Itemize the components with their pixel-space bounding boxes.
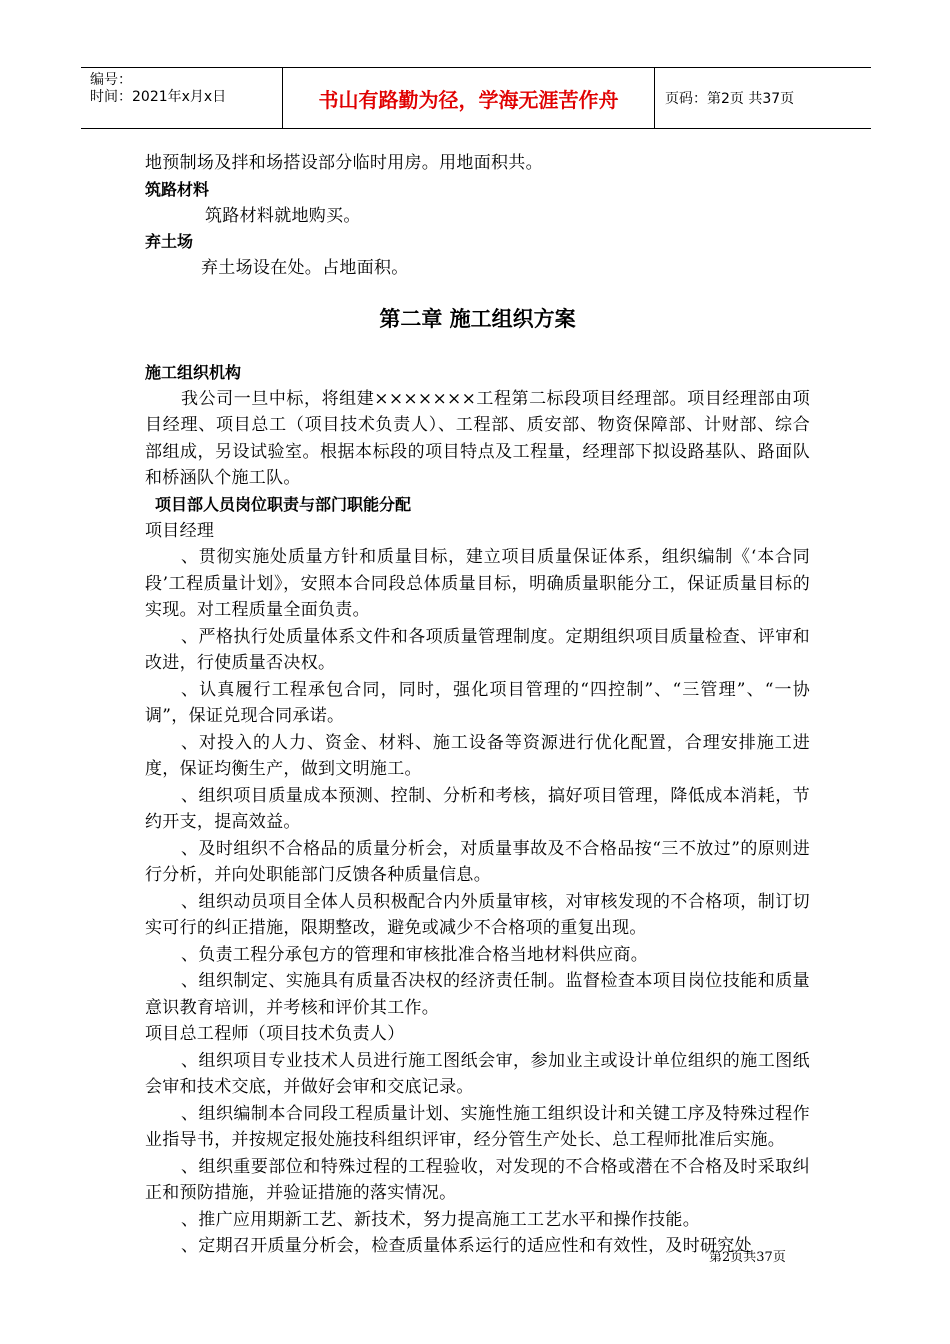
header-motto: 书山有路勤为径，学海无涯苦作舟 bbox=[282, 68, 655, 128]
org-heading: 施工组织机构 bbox=[145, 362, 242, 382]
pm-item: 、贯彻实施处质量方针和质量目标，建立项目质量保证体系，组织编制《‘本合同段’工程质量计划》，安照本合同段总体质量目标，明确质量职能分工，保证质量目标的实现。对工程质量全面负责。 bbox=[145, 547, 810, 620]
ce-heading: 项目总工程师（项目技术负责人） bbox=[145, 1024, 405, 1044]
pm-item: 、认真履行工程承包合同，同时，强化项目管理的“四控制”、“三管理”、“一协调”，保证兑现合同承诺。 bbox=[145, 679, 810, 726]
pm-item: 、组织动员项目全体人员积极配合内外质量审核，对审核发现的不合格项，制订切实可行的纠正措施，限期整改，避免或减少不合格项的重复出现。 bbox=[145, 891, 810, 938]
document-body bbox=[145, 150, 810, 1260]
page-footer: 第2页共37页 bbox=[709, 1250, 786, 1265]
pm-item: 、对投入的人力、资金、材料、施工设备等资源进行优化配置，合理安排施工进度，保证均衡生产，做到文明施工。 bbox=[145, 732, 810, 779]
ce-item: 、定期召开质量分析会，检查质量体系运行的适应性和有效性，及时研究处 bbox=[181, 1236, 752, 1256]
duty-heading: 项目部人员岗位职责与部门职能分配 bbox=[155, 494, 412, 514]
road-material-heading: 筑路材料 bbox=[145, 179, 210, 199]
ce-item: 、组织编制本合同段工程质量计划、实施性施工组织设计和关键工序及特殊过程作业指导书，并按规定报处施技科组织评审，经分管生产处长、总工程师批准后实施。 bbox=[145, 1103, 810, 1150]
pm-item: 、及时组织不合格品的质量分析会，对质量事故及不合格品按“三不放过”的原则进行分析，并向处职能部门反馈各种质量信息。 bbox=[145, 838, 810, 885]
ce-item: 、组织项目专业技术人员进行施工图纸会审，参加业主或设计单位组织的施工图纸会审和技术交底，并做好会审和交底记录。 bbox=[145, 1050, 810, 1097]
org-paragraph: 我公司一旦中标，将组建×××××××工程第二标段项目经理部。项目经理部由项目经理、项目总工（项目技术负责人）、工程部、质安部、物资保障部、计财部、综合部组成，另设试验室。根据本标段的项目特点及工程量，经理部下拟设路基队、路面队和桥涵队个施工队。 bbox=[145, 388, 810, 488]
spoil-text: 弃土场设在处。占地面积。 bbox=[201, 258, 409, 278]
pm-item: 、严格执行处质量体系文件和各项质量管理制度。定期组织项目质量检查、评审和改进，行使质量否决权。 bbox=[145, 626, 810, 673]
code-label: 编号： bbox=[90, 72, 132, 88]
road-material-text: 筑路材料就地购买。 bbox=[205, 205, 361, 226]
pm-item: 、负责工程分承包方的管理和审核批准合格当地材料供应商。 bbox=[181, 944, 649, 965]
header-meta bbox=[81, 68, 282, 128]
header-page-label: 页码：第2页 共37页 bbox=[665, 91, 795, 107]
intro-line: 地预制场及拌和场搭设部分临时用房。用地面积共。 bbox=[145, 153, 543, 173]
pm-heading: 项目经理 bbox=[145, 520, 215, 541]
header-table bbox=[81, 67, 871, 129]
time-label: 时间：2021年x月x日 bbox=[90, 89, 227, 105]
chapter-title: 第二章 施工组织方案 bbox=[379, 306, 576, 331]
ce-item: 、组织重要部位和特殊过程的工程验收，对发现的不合格或潜在不合格及时采取纠正和预防措施，并验证措施的落实情况。 bbox=[145, 1156, 810, 1203]
spoil-heading: 弃土场 bbox=[145, 232, 194, 251]
pm-item: 、组织制定、实施具有质量否决权的经济责任制。监督检查本项目岗位技能和质量意识教育培训，并考核和评价其工作。 bbox=[145, 971, 810, 1018]
ce-item: 、推广应用期新工艺、新技术，努力提高施工工艺水平和操作技能。 bbox=[181, 1209, 700, 1230]
pm-item: 、组织项目质量成本预测、控制、分析和考核，搞好项目管理，降低成本消耗，节约开支，提高效益。 bbox=[145, 785, 810, 832]
